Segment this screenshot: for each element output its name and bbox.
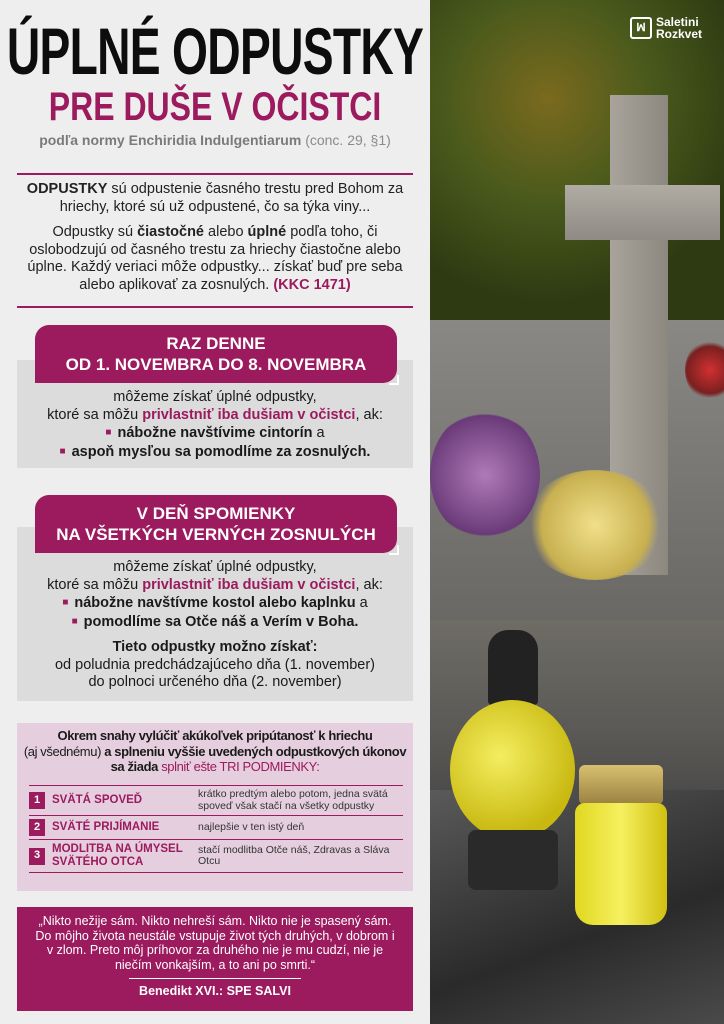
section1-line2 [17,407,413,425]
conditions-intro [17,728,413,775]
t: ktoré sa môžu [47,576,143,593]
section2-body [17,559,413,692]
section2-title-line2: NA VŠETKÝCH VERNÝCH ZOSNULÝCH [56,525,376,544]
section2-line2 [17,577,413,595]
condition-name: MODLITBA NA ÚMYSEL SVÄTÉHO OTCA [52,843,183,868]
bullet-item [17,594,413,613]
intro-text: sú odpustenie časného trestu pred Bohom za hriechy, ktoré sú už odpustené, čo sa týka viny... [59,181,404,215]
candle-large [450,630,575,890]
condition-row [29,785,403,815]
logo-line1: Saletini [656,15,699,29]
condition-desc: najlepšie v ten istý deň [198,820,305,833]
section2-note1: od poludnia predchádzajúceho dňa (1. november) [54,656,376,673]
quote-divider [129,978,301,979]
section1-title-line2: OD 1. NOVEMBRA DO 8. NOVEMBRA [65,355,367,374]
cemetery-photo [430,0,724,1024]
t: a splneniu vyššie uvedených odpustkových úkonov sa žiada [101,743,407,774]
bullet-icon: ■ [105,427,112,438]
section2-header [35,495,397,553]
t: aspoň mysľou sa pomodlíme za zosnulých. [71,443,371,460]
quote-text: „Nikto nežije sám. Nikto nehreší sám. Nikto nie je spasený sám. Do môjho života neustále vstupuje život tých druhých, v dobrom i v zlom. Preto môj príhovor za druhého nie je mu cudzí, nie je niečím vonkajším, a to ani po smrti.“ [35,914,395,972]
section1-header [35,325,397,383]
condition-number: 1 [29,792,45,809]
saletini-rozkvet-logo[interactable] [630,16,702,40]
logo-line2: Rozkvet [656,27,703,41]
kkc-reference: (KKC 1471) [273,276,351,293]
bullet-item [17,443,413,462]
source-ref: (conc. 29, §1) [305,132,391,148]
t: privlastniť iba dušiam v očistci [142,406,356,423]
bullet-item [17,424,413,443]
bullet-icon: ■ [62,597,69,608]
logo-icon: ꟽ [630,17,652,39]
bullet-icon: ■ [71,615,78,627]
section1-line1: môžeme získať úplné odpustky, [113,389,317,405]
flowers-yellow [525,470,665,580]
section2-note2: do polnoci určeného dňa (2. november) [88,674,342,690]
t: pomodlíme sa Otče náš a Verím v Boha. [83,613,359,630]
source-note [0,130,430,150]
section2-note-title: Tieto odpustky možno získať: [112,639,318,655]
intro-bold: ODPUSTKY [26,181,108,197]
section2-title-line1: V DEŇ SPOMIENKY [136,504,296,523]
divider [17,173,413,175]
t: alebo [204,224,248,240]
quote-author: Benedikt XVI.: SPE SALVI [139,984,291,998]
t: (aj všednému) [23,743,101,759]
condition-name: SVÄTÉ PRIJÍMANIE [52,821,160,833]
intro-paragraph-1 [17,181,413,216]
t: nábožne navštívme kostol alebo kaplnku [74,595,356,611]
t: splniť ešte TRI PODMIENKY: [161,759,320,774]
intro-paragraph-2 [17,224,413,294]
quote-box [17,907,413,1011]
bullet-item [17,613,413,632]
t: ktoré sa môžu [47,406,143,423]
condition-desc: krátko predtým alebo potom, jedna svätá spoveď však stačí na všetky odpustky [198,788,388,812]
condition-number: 2 [29,819,45,836]
condition-desc: stačí modlitba Otče náš, Zdravas a Sláva Otcu [198,843,390,867]
tree-foliage [430,0,724,330]
t: nábožne navštívime cintorín [117,425,313,441]
section1-body [17,389,413,461]
condition-number: 3 [29,848,45,865]
t: Odpustky sú [52,224,138,240]
section2-line1: môžeme získať úplné odpustky, [113,559,317,575]
divider [17,306,413,308]
condition-name: SVÄTÁ SPOVEĎ [52,794,143,806]
t: privlastniť iba dušiam v očistci [142,576,356,593]
t: , ak: [355,576,383,593]
condition-row [29,839,403,872]
t: úplné [247,224,287,240]
t: čiastočné [137,224,204,240]
t: , ak: [355,406,383,423]
bullet-icon: ■ [59,445,66,457]
t: podľa toho, či oslobodzujú od časného trestu za hriechy čiastočne alebo úplne. Každý veriaci môže odpustky... získať buď pre seba alebo aplikovať za zosnulých. [27,224,403,293]
candle-small [575,765,670,925]
t: a [355,595,368,611]
flowers-purple [430,410,540,540]
page-subtitle: PRE DUŠE V OČISTCI [48,85,382,129]
source-bold: podľa normy Enchiridia Indulgentiarum [39,132,302,148]
t: a [312,425,325,441]
section1-title-line1: RAZ DENNE [166,334,266,353]
condition-row [29,815,403,839]
t: Okrem snahy vylúčiť akúkoľvek pripútanosť k hriechu [57,728,373,743]
conditions-table [29,785,403,873]
cross-horizontal [565,185,720,240]
page-title: ÚPLNÉ ODPUSTKY [6,14,424,88]
